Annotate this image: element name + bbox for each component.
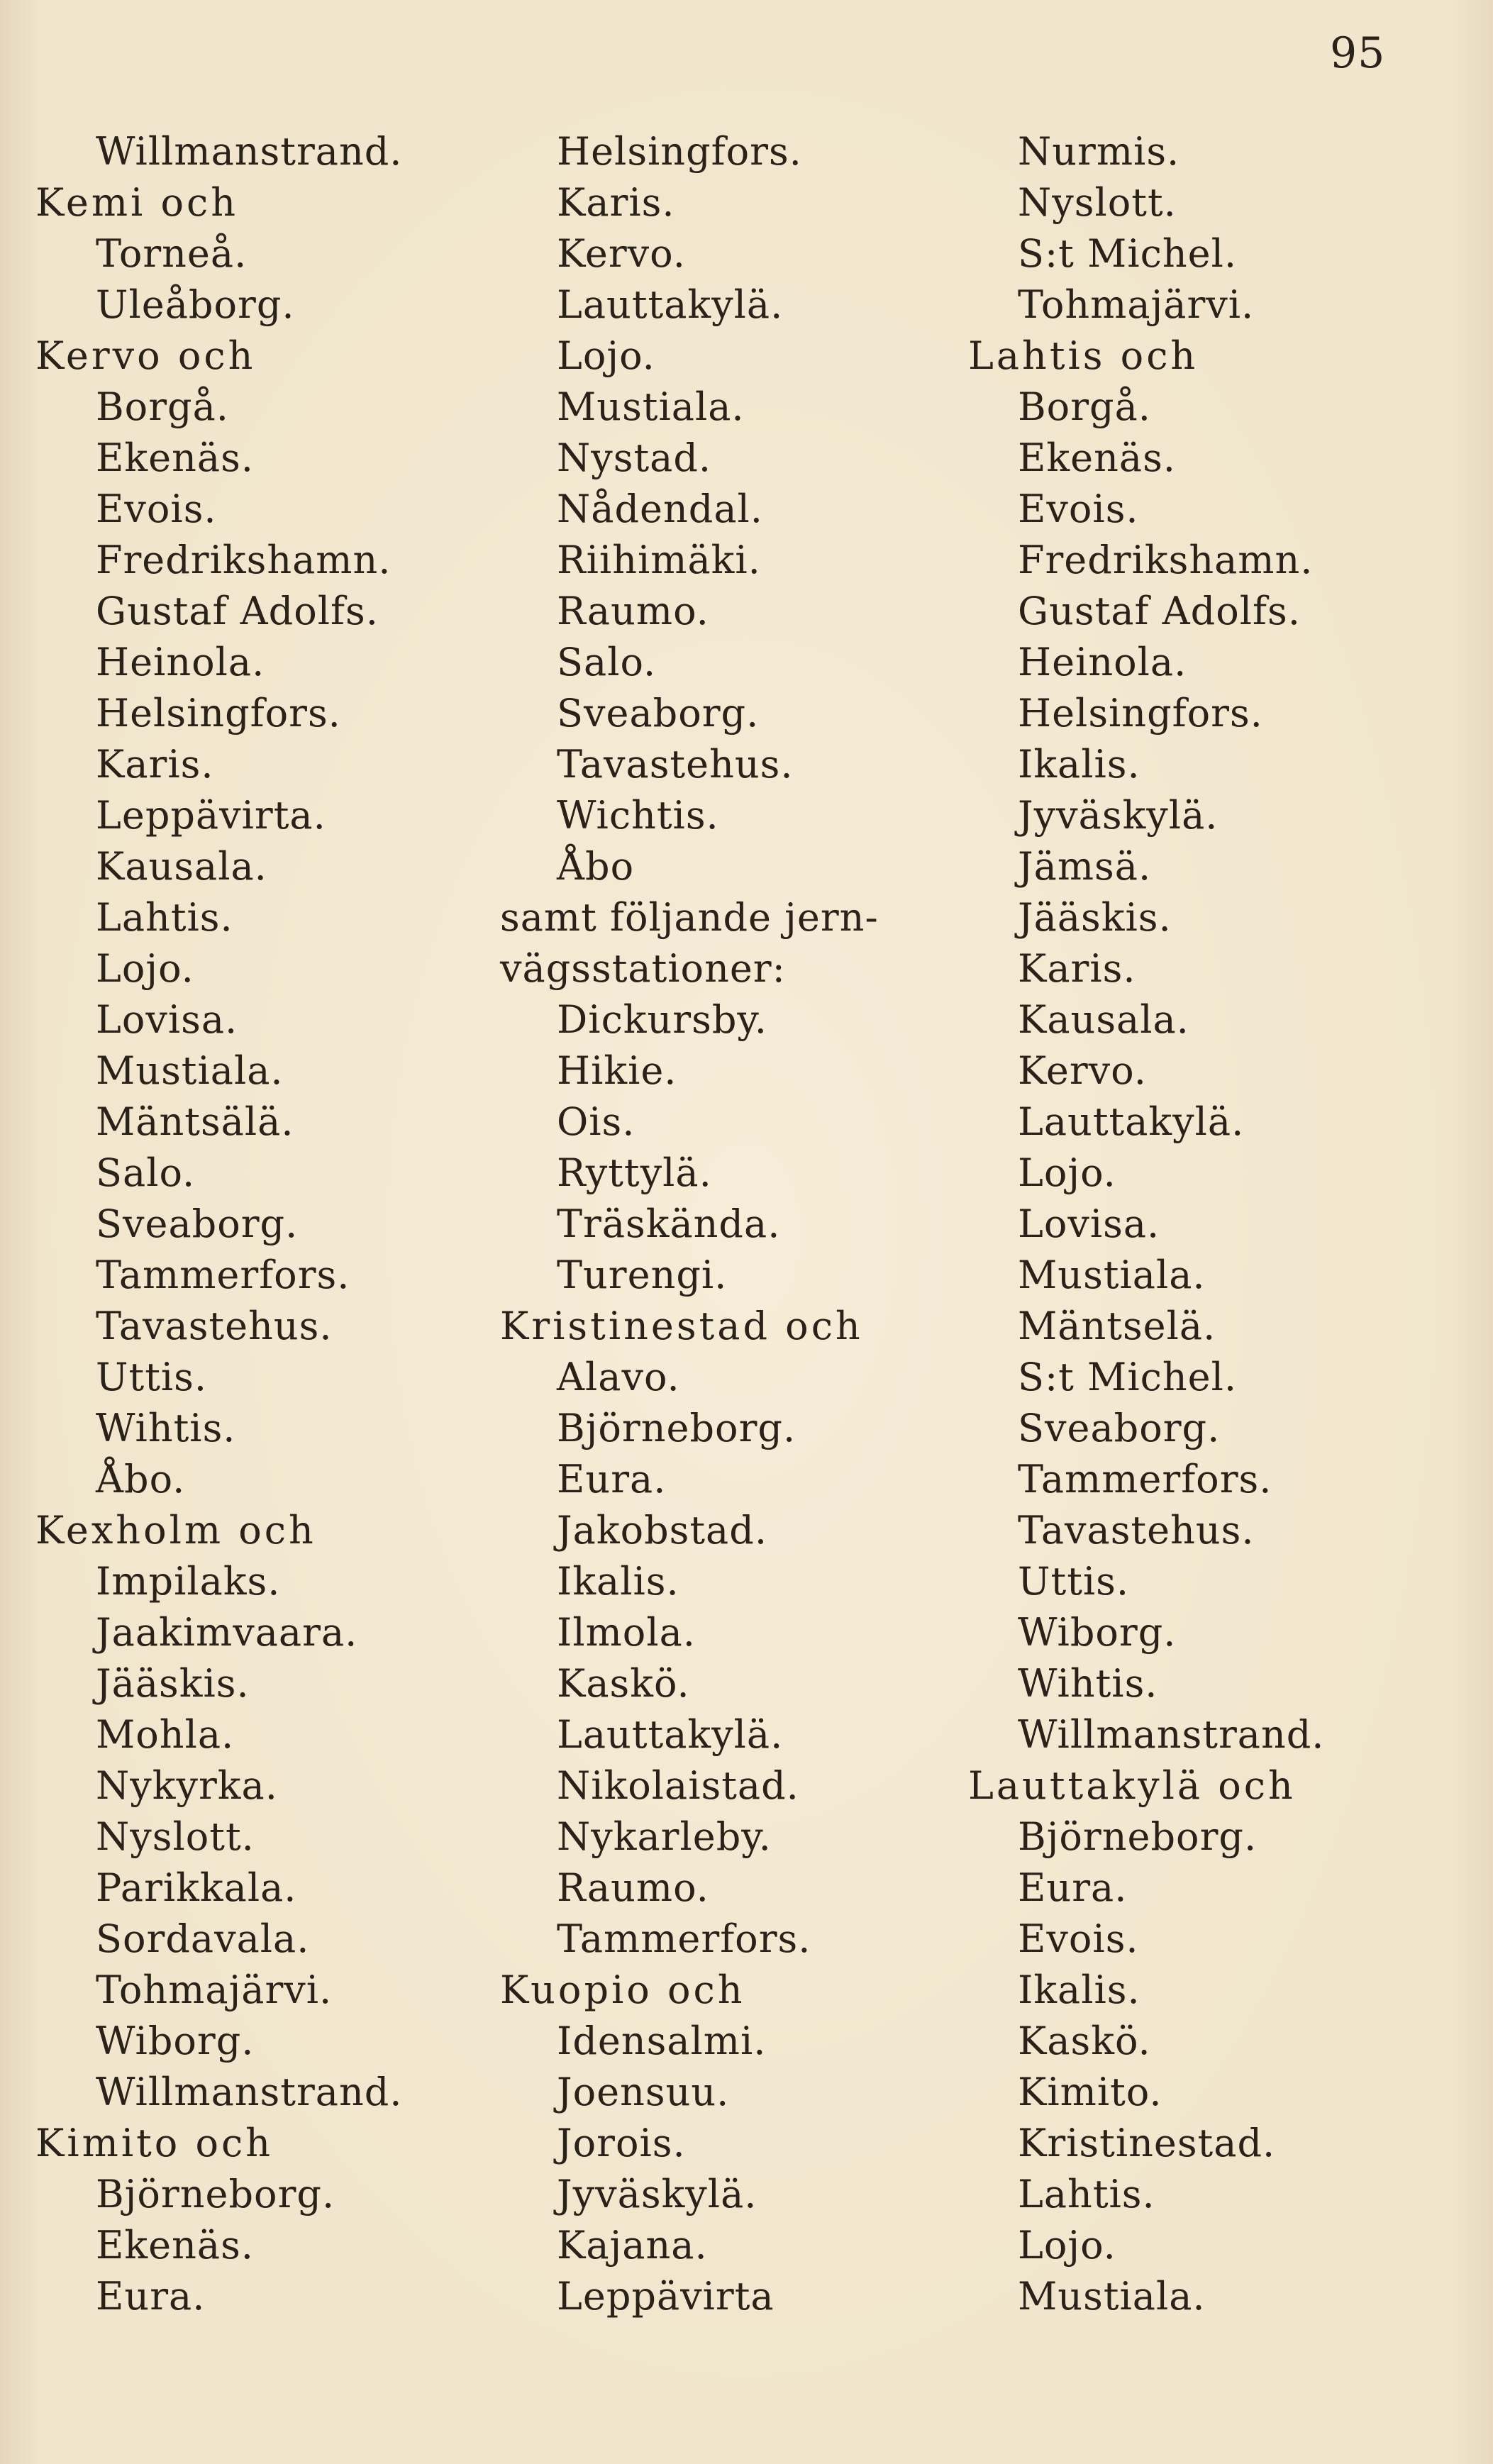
route-heading: Kuopio och: [500, 1968, 745, 2012]
station-name: Kausala.: [1018, 997, 1189, 1042]
station-name: Leppävirta.: [96, 793, 326, 838]
station-name: Nyslott.: [1018, 180, 1177, 225]
station-name: Dickursby.: [557, 997, 767, 1042]
station-name: Willmanstrand.: [96, 129, 403, 174]
station-name: Heinola.: [96, 640, 265, 684]
station-column-middle: [500, 126, 997, 2322]
station-name: Kaskö.: [557, 1661, 690, 1706]
station-name: Åbo: [557, 844, 635, 889]
station-name: Wiborg.: [1018, 1610, 1177, 1655]
station-name: Mustiala.: [96, 1048, 284, 1093]
station-name: Nurmis.: [1018, 129, 1180, 174]
station-column-right: [968, 126, 1465, 2322]
route-heading: Lauttakylä och: [968, 1763, 1296, 1808]
station-name: Jyväskylä.: [557, 2172, 757, 2216]
station-name: Mohla.: [96, 1712, 235, 1757]
station-name: Mustiala.: [1018, 2274, 1206, 2319]
route-heading: Lahtis och: [968, 333, 1199, 378]
station-name: Jämsä.: [1018, 844, 1152, 889]
station-name: Kaskö.: [1018, 2019, 1151, 2063]
station-name: Uttis.: [1018, 1559, 1130, 1604]
station-name: S:t Michel.: [1018, 1355, 1238, 1399]
station-name: Ekenäs.: [1018, 435, 1176, 480]
station-name: Ryttylä.: [557, 1150, 712, 1195]
station-name: Sveaborg.: [96, 1202, 299, 1246]
station-name: Impilaks.: [96, 1559, 281, 1604]
station-name: Björneborg.: [96, 2172, 335, 2216]
station-name: Sordavala.: [96, 1916, 310, 1961]
station-name: Tohmajärvi.: [96, 1968, 333, 2012]
station-name: Borgå.: [96, 384, 229, 429]
station-name: Mäntselä.: [1018, 1304, 1216, 1348]
station-name: Jaakimvaara.: [96, 1610, 358, 1655]
station-name: Kervo.: [1018, 1048, 1147, 1093]
station-name: Jorois.: [557, 2121, 686, 2165]
station-name: Willmanstrand.: [1018, 1712, 1325, 1757]
station-name: Ikalis.: [1018, 742, 1140, 787]
route-heading: Kemi och: [35, 180, 239, 225]
station-name: Borgå.: [1018, 384, 1151, 429]
station-name: Gustaf Adolfs.: [1018, 589, 1301, 633]
station-name: Wiborg.: [96, 2019, 255, 2063]
station-name: Evois.: [96, 487, 217, 531]
station-name: Wichtis.: [557, 793, 719, 838]
station-name: Evois.: [1018, 1916, 1139, 1961]
route-heading: Kristinestad och: [500, 1304, 863, 1348]
station-name: Leppävirta: [557, 2274, 775, 2319]
station-name: Karis.: [1018, 946, 1136, 991]
station-name: Willmanstrand.: [96, 2070, 403, 2114]
station-name: Salo.: [96, 1150, 196, 1195]
station-name: Karis.: [96, 742, 214, 787]
station-name: Karis.: [557, 180, 675, 225]
station-name: Björneborg.: [557, 1406, 797, 1450]
station-name: Tammerfors.: [1018, 1457, 1272, 1502]
station-name: Wihtis.: [1018, 1661, 1158, 1706]
station-name: Jääskis.: [96, 1661, 250, 1706]
station-name: Lojo.: [1018, 1150, 1116, 1195]
station-name: Tammerfors.: [557, 1916, 811, 1961]
station-name: Mustiala.: [1018, 1253, 1206, 1297]
station-name: Heinola.: [1018, 640, 1187, 684]
station-name: Kimito.: [1018, 2070, 1162, 2114]
note-line: samt följande jern-: [500, 895, 879, 940]
station-name: Evois.: [1018, 487, 1139, 531]
station-name: Uleåborg.: [96, 282, 295, 327]
station-name: Uttis.: [96, 1355, 208, 1399]
station-name: Sveaborg.: [557, 691, 760, 736]
route-heading: Kimito och: [35, 2121, 273, 2165]
station-name: Kristinestad.: [1018, 2121, 1276, 2165]
station-name: Helsingfors.: [96, 691, 341, 736]
station-name: S:t Michel.: [1018, 231, 1238, 276]
station-name: Nikolaistad.: [557, 1763, 799, 1808]
station-name: Helsingfors.: [557, 129, 802, 174]
station-name: Ikalis.: [1018, 1968, 1140, 2012]
station-name: Raumo.: [557, 1865, 709, 1910]
station-name: Torneå.: [96, 231, 248, 276]
station-name: Nykyrka.: [96, 1763, 278, 1808]
station-name: Tavastehus.: [1018, 1508, 1255, 1553]
route-heading: Kervo och: [35, 333, 256, 378]
station-name: Eura.: [96, 2274, 206, 2319]
station-name: Björneborg.: [1018, 1814, 1258, 1859]
station-name: Lojo.: [557, 333, 655, 378]
note-line: vägsstationer:: [500, 946, 786, 991]
station-name: Ilmola.: [557, 1610, 696, 1655]
station-name: Alavo.: [557, 1355, 680, 1399]
station-name: Lauttakylä.: [1018, 1099, 1245, 1144]
station-name: Eura.: [557, 1457, 667, 1502]
station-name: Turengi.: [557, 1253, 728, 1297]
station-name: Tohmajärvi.: [1018, 282, 1255, 327]
station-name: Raumo.: [557, 589, 709, 633]
station-name: Lovisa.: [96, 997, 238, 1042]
station-name: Joensuu.: [557, 2070, 730, 2114]
station-name: Lahtis.: [96, 895, 233, 940]
station-name: Jyväskylä.: [1018, 793, 1219, 838]
station-column-left: [35, 126, 532, 2322]
station-name: Lauttakylä.: [557, 282, 784, 327]
station-name: Wihtis.: [96, 1406, 236, 1450]
station-name: Jakobstad.: [557, 1508, 767, 1553]
station-name: Mäntsälä.: [96, 1099, 294, 1144]
station-name: Tavastehus.: [96, 1304, 333, 1348]
station-name: Ois.: [557, 1099, 636, 1144]
station-name: Fredrikshamn.: [1018, 538, 1314, 582]
station-name: Nystad.: [557, 435, 712, 480]
station-name: Lauttakylä.: [557, 1712, 784, 1757]
station-name: Sveaborg.: [1018, 1406, 1221, 1450]
station-name: Tavastehus.: [557, 742, 794, 787]
station-name: Träskända.: [557, 1202, 781, 1246]
station-name: Nykarleby.: [557, 1814, 772, 1859]
station-name: Ekenäs.: [96, 2223, 254, 2268]
page-number: 95: [1330, 28, 1386, 78]
station-name: Salo.: [557, 640, 657, 684]
route-heading: Kexholm och: [35, 1508, 316, 1553]
station-name: Jääskis.: [1018, 895, 1172, 940]
station-name: Helsingfors.: [1018, 691, 1263, 736]
station-name: Lojo.: [1018, 2223, 1116, 2268]
station-name: Eura.: [1018, 1865, 1128, 1910]
station-name: Riihimäki.: [557, 538, 761, 582]
station-name: Mustiala.: [557, 384, 745, 429]
station-name: Kajana.: [557, 2223, 708, 2268]
station-name: Tammerfors.: [96, 1253, 350, 1297]
station-name: Lahtis.: [1018, 2172, 1155, 2216]
station-name: Kausala.: [96, 844, 267, 889]
station-name: Idensalmi.: [557, 2019, 767, 2063]
station-name: Ikalis.: [557, 1559, 679, 1604]
station-name: Fredrikshamn.: [96, 538, 392, 582]
station-name: Gustaf Adolfs.: [96, 589, 379, 633]
station-name: Åbo.: [96, 1457, 186, 1502]
station-name: Lojo.: [96, 946, 194, 991]
station-name: Hikie.: [557, 1048, 677, 1093]
station-name: Kervo.: [557, 231, 686, 276]
station-name: Lovisa.: [1018, 1202, 1160, 1246]
station-name: Nådendal.: [557, 487, 763, 531]
station-name: Parikkala.: [96, 1865, 297, 1910]
station-name: Nyslott.: [96, 1814, 255, 1859]
station-name: Ekenäs.: [96, 435, 254, 480]
